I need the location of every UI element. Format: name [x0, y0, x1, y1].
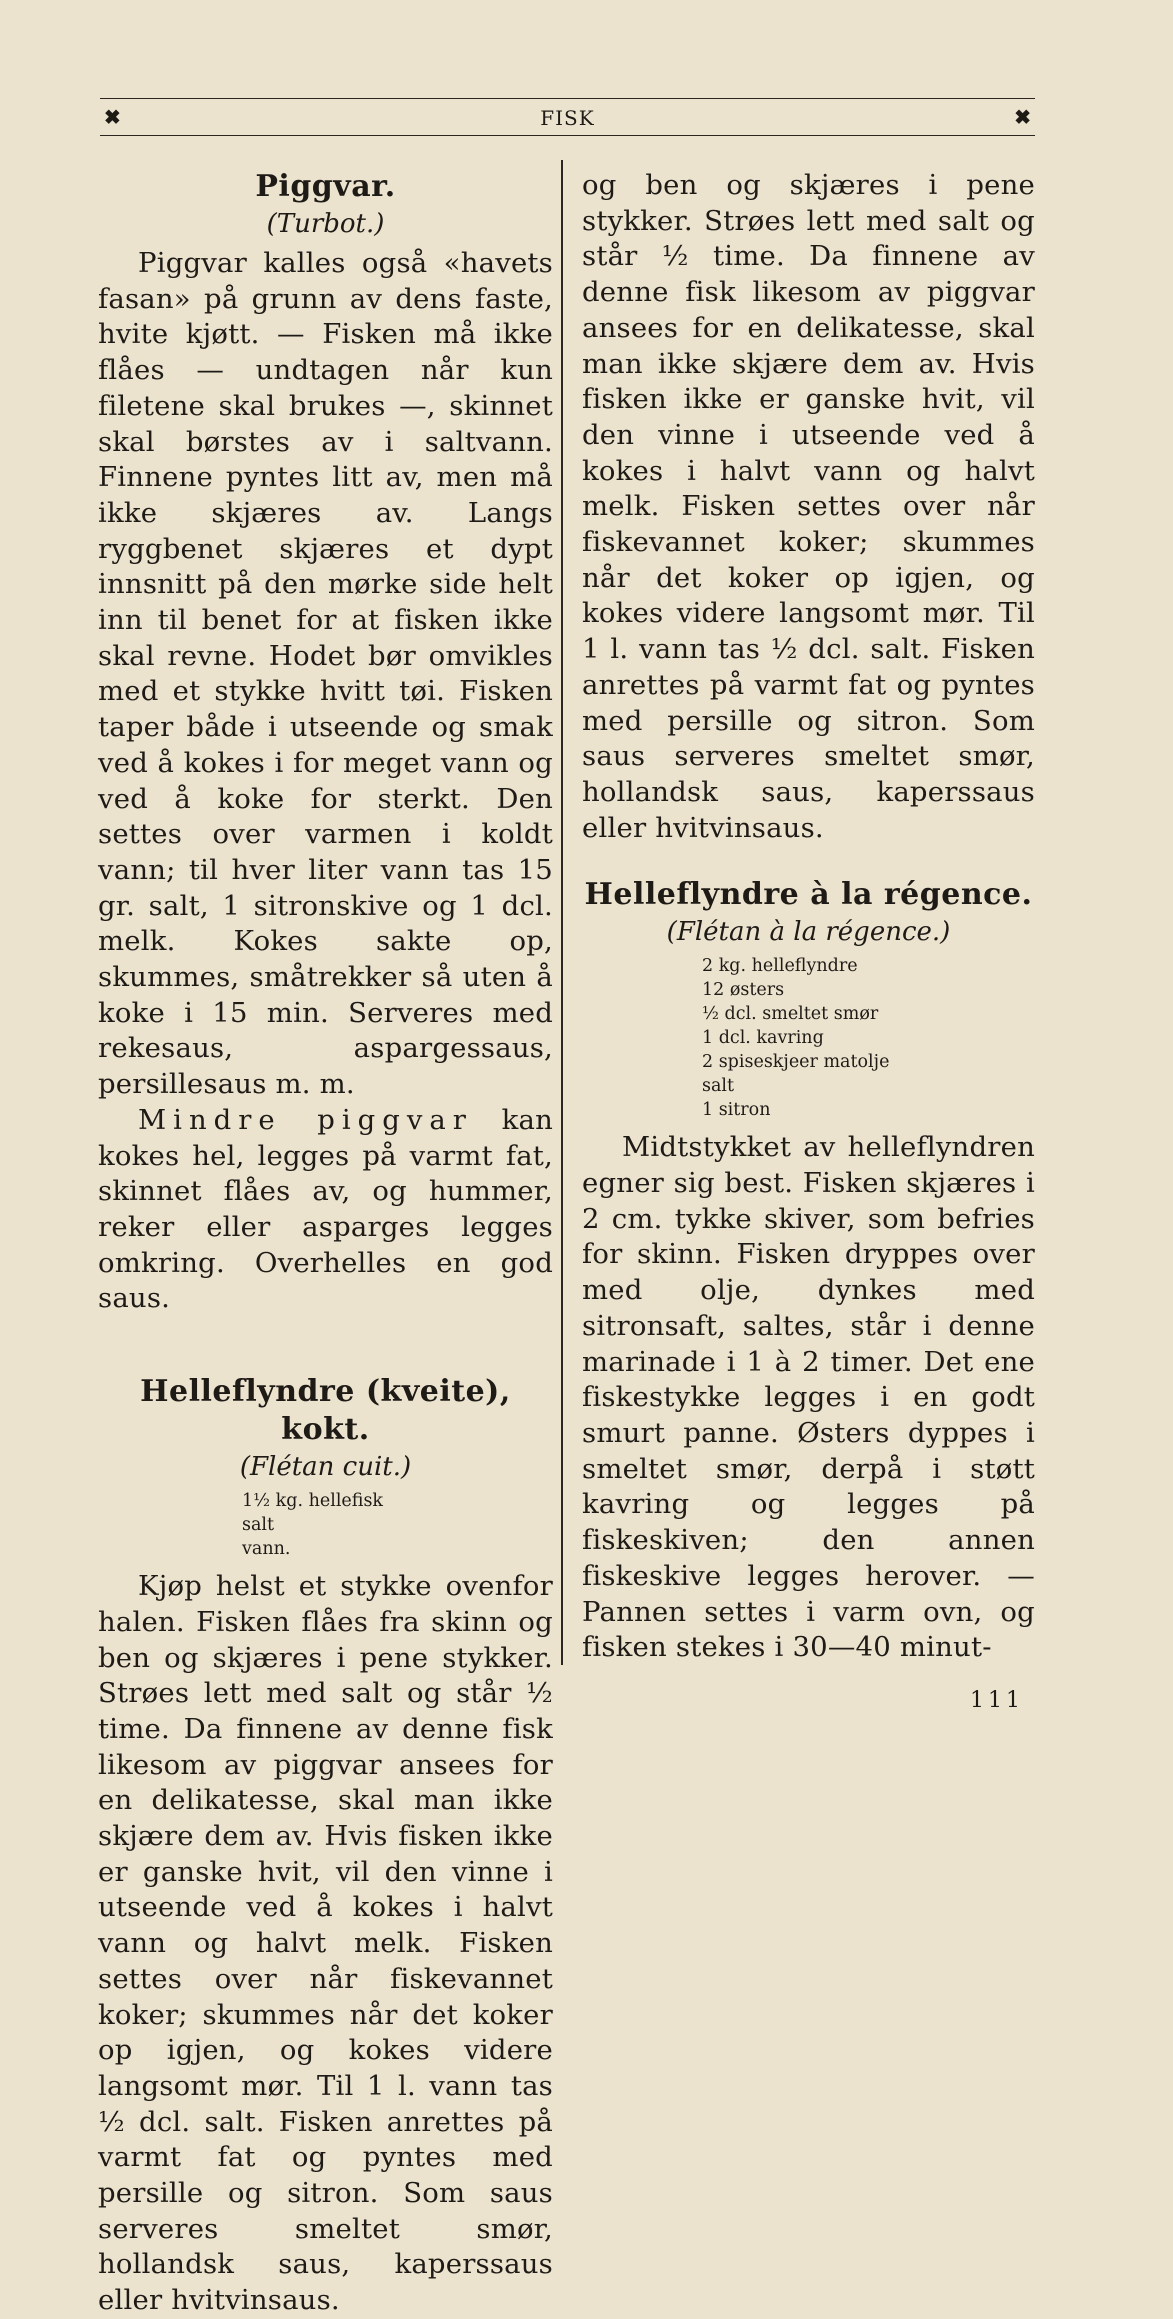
recipe-subtitle-regence: (Flétan à la régence.) [666, 917, 951, 948]
header-ornament-right-icon: ✖ [1014, 105, 1031, 129]
running-header [100, 98, 1035, 136]
ingredient-item: ½ dcl. smeltet smør [702, 1004, 879, 1025]
ingredient-item: 2 kg. helleflyndre [702, 956, 858, 977]
spaced-lead-text: Mindre piggvar [138, 1103, 473, 1136]
ingredient-item: 1 dcl. kavring [702, 1028, 824, 1049]
recipe-text-piggvar-2-rest: kan kokes hel, legges på varmt fat, skinnet flåes av, og hummer, reker eller asparges legges omkring. Overhelles en god saus. [98, 1103, 553, 1315]
recipe-title-piggvar: Piggvar. [255, 169, 396, 204]
header-ornament-left-icon: ✖ [104, 105, 121, 129]
recipe-text-regence: Midtstykket av helleflyndren egner sig best. Fisken skjæres i 2 cm. tykke skiver, som befries for skinn. Fisken dryppes over med olje, dynkes med sitronsaft, saltes, står i denne marinade i 1 à 2 timer. Det ene fiskestykke legges i en godt smurt panne. Østers dyppes i smeltet smør, derpå i støtt kavring og legges på fiskeskiven; den annen fiskeskive legges herover. — Pannen settes i varm ovn, og fisken stekes i 30—40 minut- [582, 1131, 1035, 1664]
page-number: 111 [970, 1688, 1024, 1713]
ingredient-item: vann. [242, 1539, 291, 1560]
recipe-title-kveite: Helleflyndre (kveite), kokt. [140, 1374, 511, 1448]
recipe-subtitle-kveite: (Flétan cuit.) [239, 1452, 412, 1483]
ingredient-list-regence [702, 954, 1035, 1122]
ingredient-item: 1 sitron [702, 1100, 771, 1121]
right-column [582, 168, 1035, 1666]
left-column [98, 168, 553, 2317]
ingredient-list-kveite [242, 1489, 553, 1561]
ingredient-item: salt [242, 1515, 275, 1536]
column-divider [561, 160, 563, 1665]
recipe-text-piggvar: Piggvar kalles også «havets fasan» på grunn av dens faste, hvite kjøtt. — Fisken må ikke flåes — undtagen når kun filetene skal brukes —, skinnet skal børstes av i saltvann. Finnene pyntes litt av, men må ikke skjæres av. Langs ryggbenet skjæres et dypt innsnitt på den mørke side helt inn til benet for at fisken ikke skal revne. Hodet bør omvikles med et stykke hvitt tøi. Fisken taper både i utseende og smak ved å kokes i for meget vann og ved å koke for sterkt. Den settes over varmen i koldt vann; til hver liter vann tas 15 gr. salt, 1 sitronskive og 1 dcl. melk. Kokes sakte op, skummes, småtrekker så uten å koke i 15 min. Serveres med rekesaus, aspargessaus, persillesaus m. m. [98, 247, 553, 1101]
recipe-text-kveite-continued: og ben og skjæres i pene stykker. Strøes lett med salt og står ½ time. Da finnene av denne fisk likesom av piggvar ansees for en delikatesse, skal man ikke skjære dem av. Hvis fisken ikke er ganske hvit, vil den vinne i utseende ved å kokes i halvt vann og halvt melk. Fisken settes over når fiskevannet koker; skummes når det koker op igjen, og kokes videre langsomt mør. Til 1 l. vann tas ½ dcl. salt. Fisken anrettes på varmt fat og pyntes med persille og sitron. Som saus serveres smeltet smør, hollandsk saus, kaperssaus eller hvitvinsaus. [582, 169, 1035, 844]
recipe-text-kveite: Kjøp helst et stykke ovenfor halen. Fisken flåes fra skinn og ben og skjæres i pene stykker. Strøes lett med salt og står ½ time. Da finnene av denne fisk likesom av piggvar ansees for en delikatesse, skal man ikke skjære dem av. Hvis fisken ikke er ganske hvit, vil den vinne i utseende ved å kokes i halvt vann og halvt melk. Fisken settes over når fiskevannet koker; skummes når det koker op igjen, og kokes videre langsomt mør. Til 1 l. vann tas ½ dcl. salt. Fisken anrettes på varmt fat og pyntes med persille og sitron. Som saus serveres smeltet smør, hollandsk saus, kaperssaus eller hvitvinsaus. [98, 1570, 553, 2317]
header-title: FISK [540, 106, 595, 130]
recipe-text-piggvar-2 [98, 1103, 553, 1317]
recipe-subtitle-piggvar: (Turbot.) [266, 209, 385, 239]
ingredient-item: 12 østers [702, 980, 785, 1001]
ingredient-item: salt [702, 1076, 735, 1097]
ingredient-item: 2 spiseskjeer matolje [702, 1052, 890, 1073]
recipe-title-regence: Helleflyndre à la régence. [584, 877, 1033, 913]
ingredient-item: 1½ kg. hellefisk [242, 1491, 384, 1512]
